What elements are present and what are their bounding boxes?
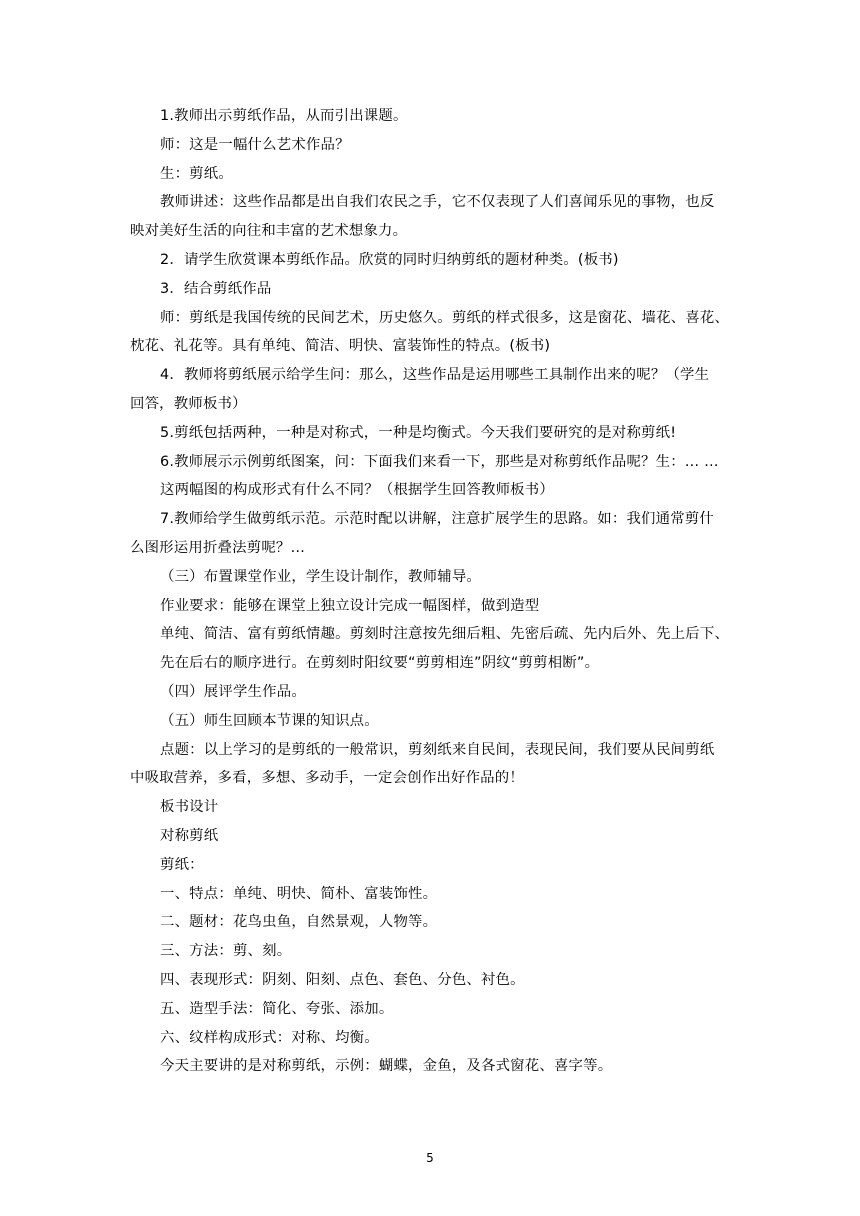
line-31: 四、表现形式：阴刻、阳刻、点色、套色、分色、衬色。 bbox=[160, 971, 525, 988]
line-11: 回答，教师板书） bbox=[130, 395, 247, 412]
line-9: 枕花、礼花等。具有单纯、简洁、明快、富装饰性的特点。(板书) bbox=[130, 338, 551, 355]
line-33: 六、纹样构成形式：对称、均衡。 bbox=[160, 1029, 379, 1046]
line-7: 3．结合剪纸作品 bbox=[160, 280, 272, 297]
line-34: 今天主要讲的是对称剪纸，示例：蝴蝶，金鱼，及各式窗花、喜字等。 bbox=[160, 1058, 613, 1075]
line-20: 先在后右的顺序进行。在剪刻时阳纹要“剪剪相连”阴纹“剪剪相断”。 bbox=[160, 655, 600, 672]
line-2: 师：这是一幅什么艺术作品？ bbox=[160, 136, 350, 153]
line-4: 教师讲述：这些作品都是出自我们农民之手，它不仅表现了人们喜闻乐见的事物，也反 bbox=[160, 194, 715, 211]
line-28: 一、特点：单纯、明快、简朴、富装饰性。 bbox=[160, 885, 438, 902]
line-15: 7.教师给学生做剪纸示范。示范时配以讲解，注意扩展学生的思路。如：我们通常剪什 bbox=[160, 511, 714, 528]
text-body bbox=[130, 102, 730, 1081]
line-18: 作业要求：能够在课堂上独立设计完成一幅图样，做到造型 bbox=[160, 597, 540, 614]
page-number: 5 bbox=[426, 1151, 434, 1165]
line-21: （四）展评学生作品。 bbox=[160, 683, 306, 700]
line-8: 师：剪纸是我国传统的民间艺术，历史悠久。剪纸的样式很多，这是窗花、墙花、喜花、 bbox=[160, 309, 730, 326]
line-23: 点题：以上学习的是剪纸的一般常识，剪刻纸来自民间，表现民间，我们要从民间剪纸 bbox=[160, 741, 715, 758]
line-14: 这两幅图的构成形式有什么不同？（根据学生回答教师板书） bbox=[160, 482, 554, 499]
line-12: 5.剪纸包括两种，一种是对称式，一种是均衡式。今天我们要研究的是对称剪纸! bbox=[160, 424, 677, 441]
line-29: 二、题材：花鸟虫鱼，自然景观，人物等。 bbox=[160, 914, 438, 931]
line-10: 4．教师将剪纸展示给学生问：那么，这些作品是运用哪些工具制作出来的呢？（学生 bbox=[160, 367, 710, 384]
line-22: （五）师生回顾本节课的知识点。 bbox=[160, 712, 379, 729]
line-5: 映对美好生活的向往和丰富的艺术想象力。 bbox=[130, 223, 408, 240]
line-1: 1.教师出示剪纸作品，从而引出课题。 bbox=[160, 108, 408, 124]
line-16: 么图形运用折叠法剪呢？… bbox=[130, 539, 306, 556]
line-3: 生：剪纸。 bbox=[160, 165, 233, 182]
line-25: 板书设计 bbox=[160, 799, 219, 816]
line-24: 中吸取营养，多看，多想、多动手，一定会创作出好作品的！ bbox=[130, 770, 524, 787]
line-13: 6.教师展示示例剪纸图案，问：下面我们来看一下，那些是对称剪纸作品呢？生：… … bbox=[160, 453, 719, 470]
line-26: 对称剪纸 bbox=[160, 827, 219, 844]
line-6: 2．请学生欣赏课本剪纸作品。欣赏的同时归纳剪纸的题材种类。(板书) bbox=[160, 251, 619, 268]
line-30: 三、方法：剪、刻。 bbox=[160, 943, 292, 960]
line-19: 单纯、简洁、富有剪纸情趣。剪刻时注意按先细后粗、先密后疏、先内后外、先上后下、 bbox=[160, 626, 730, 643]
line-27: 剪纸： bbox=[160, 856, 204, 873]
line-32: 五、造型手法：简化、夸张、添加。 bbox=[160, 1000, 394, 1017]
line-17: （三）布置课堂作业，学生设计制作，教师辅导。 bbox=[160, 568, 481, 585]
